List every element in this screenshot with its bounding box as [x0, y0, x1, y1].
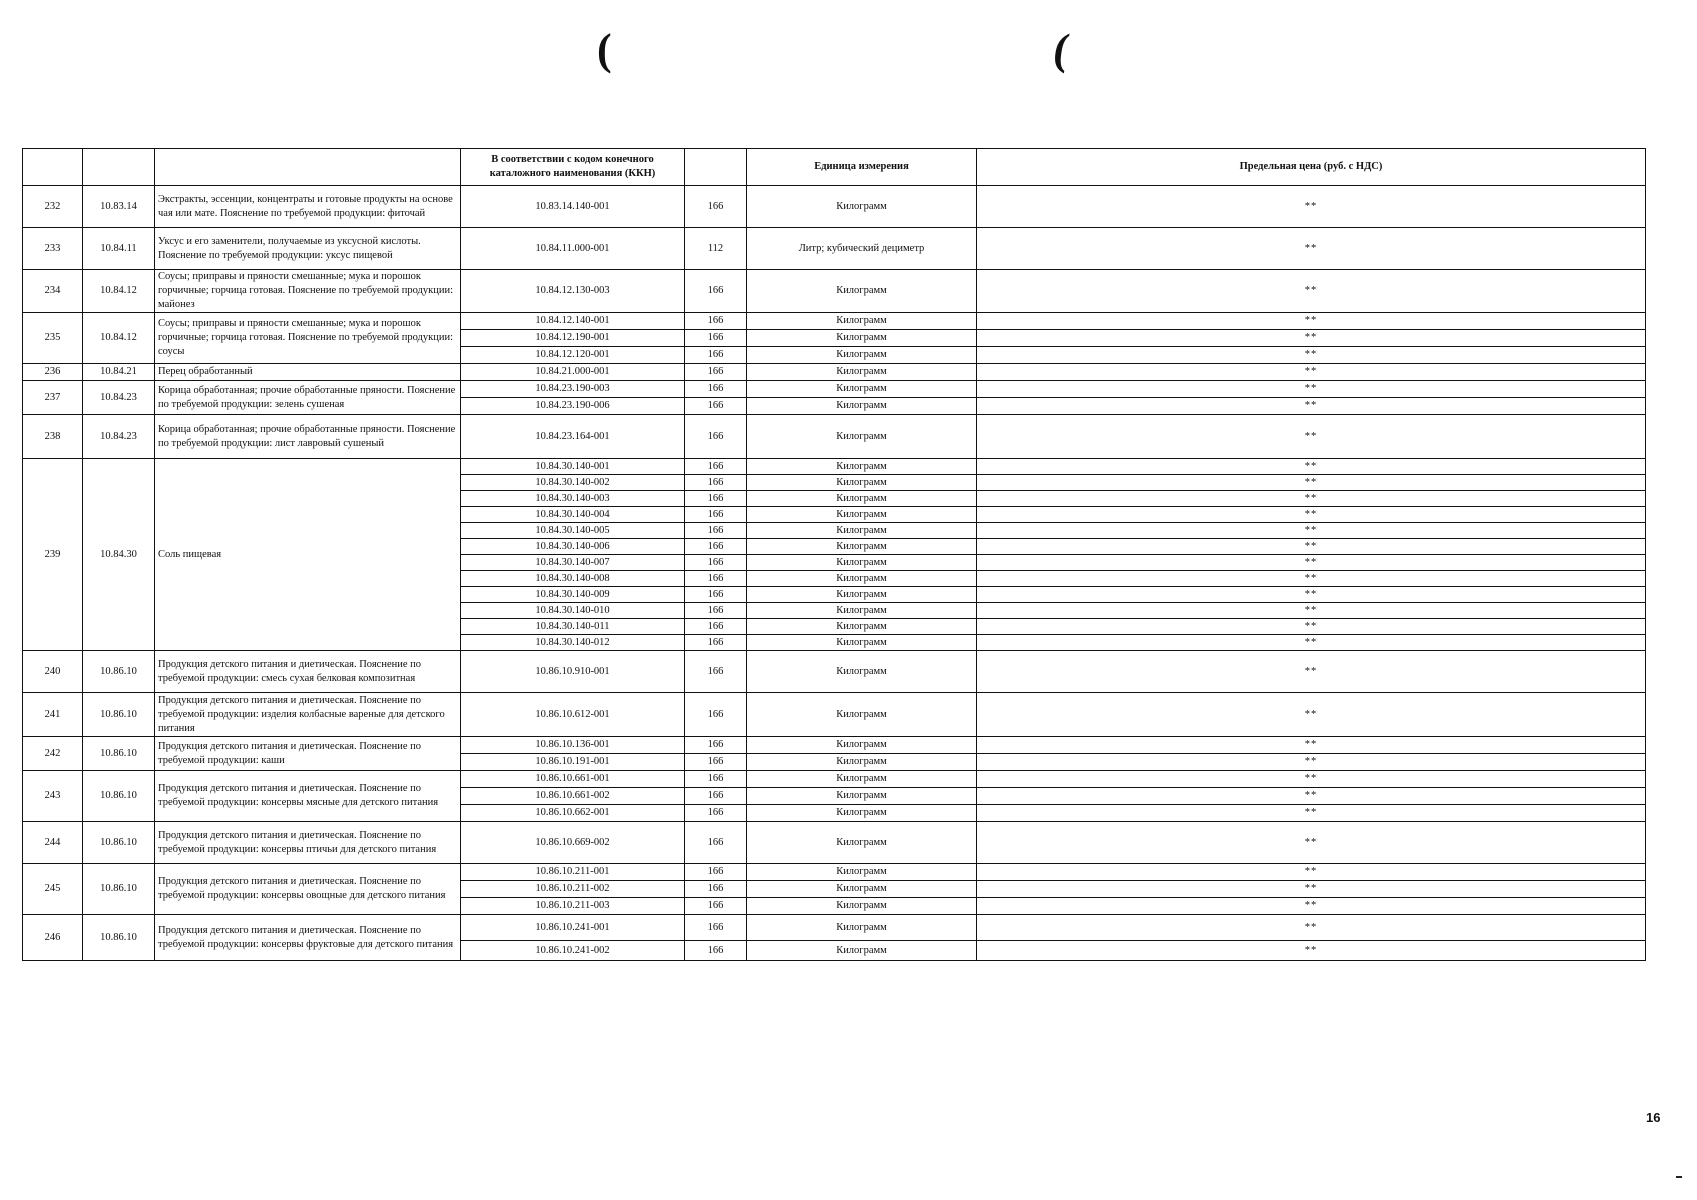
- row-price: **: [977, 330, 1646, 347]
- row-price: **: [977, 347, 1646, 364]
- row-price: **: [977, 523, 1646, 539]
- row-price: **: [977, 788, 1646, 805]
- row-price: **: [977, 603, 1646, 619]
- row-kkn-code: 10.86.10.910-001: [461, 651, 685, 693]
- row-unit: Килограмм: [747, 415, 977, 459]
- row-description: Уксус и его заменители, получаемые из уксусной кислоты. Пояснение по требуемой продукции: уксус пищевой: [155, 228, 461, 270]
- row-kkn-code: 10.84.30.140-012: [461, 635, 685, 651]
- row-unit: Килограмм: [747, 539, 977, 555]
- row-description: Соусы; приправы и пряности смешанные; мука и порошок горчичные; горчица готовая. Пояснение по требуемой продукции: соусы: [155, 313, 461, 364]
- row-okei-code: 166: [685, 915, 747, 941]
- row-kkn-code: 10.84.30.140-008: [461, 571, 685, 587]
- row-unit: Килограмм: [747, 651, 977, 693]
- row-unit: Килограмм: [747, 822, 977, 864]
- row-price: **: [977, 491, 1646, 507]
- row-kkn-code: 10.84.21.000-001: [461, 364, 685, 381]
- row-unit: Килограмм: [747, 459, 977, 475]
- row-unit: Килограмм: [747, 523, 977, 539]
- row-unit: Килограмм: [747, 313, 977, 330]
- row-kkn-code: 10.84.30.140-007: [461, 555, 685, 571]
- row-okpd-code: 10.86.10: [83, 915, 155, 961]
- row-unit: Килограмм: [747, 603, 977, 619]
- row-kkn-code: 10.86.10.612-001: [461, 693, 685, 737]
- row-kkn-code: 10.84.12.190-001: [461, 330, 685, 347]
- row-number: 237: [23, 381, 83, 415]
- row-price: **: [977, 270, 1646, 313]
- row-description: Перец обработанный: [155, 364, 461, 381]
- scan-bracket-mark-left: (: [597, 25, 612, 74]
- row-okei-code: 166: [685, 881, 747, 898]
- row-unit: Килограмм: [747, 619, 977, 635]
- row-price: **: [977, 754, 1646, 771]
- row-okpd-code: 10.86.10: [83, 737, 155, 771]
- row-price: **: [977, 651, 1646, 693]
- table-header-row: [23, 149, 1646, 186]
- row-okei-code: 166: [685, 555, 747, 571]
- row-price: **: [977, 915, 1646, 941]
- row-kkn-code: 10.84.11.000-001: [461, 228, 685, 270]
- row-unit: Килограмм: [747, 635, 977, 651]
- row-okei-code: 166: [685, 491, 747, 507]
- row-number: 240: [23, 651, 83, 693]
- row-kkn-code: 10.84.23.164-001: [461, 415, 685, 459]
- table-row: [23, 459, 1646, 475]
- row-description: Продукция детского питания и диетическая. Пояснение по требуемой продукции: консервы птичьи для детского питания: [155, 822, 461, 864]
- table-row: [23, 415, 1646, 459]
- row-kkn-code: 10.84.30.140-004: [461, 507, 685, 523]
- row-unit: Килограмм: [747, 754, 977, 771]
- header-okpd: [83, 149, 155, 186]
- row-unit: Килограмм: [747, 788, 977, 805]
- table-row: [23, 693, 1646, 737]
- row-kkn-code: 10.86.10.136-001: [461, 737, 685, 754]
- table-row: [23, 270, 1646, 313]
- row-okpd-code: 10.86.10: [83, 693, 155, 737]
- row-okpd-code: 10.83.14: [83, 186, 155, 228]
- row-okpd-code: 10.84.23: [83, 381, 155, 415]
- row-price: **: [977, 805, 1646, 822]
- header-price: Предельная цена (руб. с НДС): [977, 149, 1646, 186]
- scan-corner-mark: [1676, 1176, 1682, 1178]
- row-unit: Килограмм: [747, 881, 977, 898]
- row-unit: Литр; кубический дециметр: [747, 228, 977, 270]
- header-kkn: В соответствии с кодом конечного каталожного наименования (ККН): [461, 149, 685, 186]
- row-kkn-code: 10.86.10.191-001: [461, 754, 685, 771]
- row-kkn-code: 10.86.10.241-001: [461, 915, 685, 941]
- row-okei-code: 166: [685, 507, 747, 523]
- row-description: Продукция детского питания и диетическая. Пояснение по требуемой продукции: консервы фруктовые для детского питания: [155, 915, 461, 961]
- row-number: 245: [23, 864, 83, 915]
- row-okei-code: 166: [685, 539, 747, 555]
- row-okei-code: 166: [685, 941, 747, 961]
- row-description: Продукция детского питания и диетическая. Пояснение по требуемой продукции: консервы мясные для детского питания: [155, 771, 461, 822]
- row-okpd-code: 10.84.30: [83, 459, 155, 651]
- row-okei-code: 166: [685, 459, 747, 475]
- row-kkn-code: 10.86.10.211-001: [461, 864, 685, 881]
- row-unit: Килограмм: [747, 347, 977, 364]
- row-description: Продукция детского питания и диетическая. Пояснение по требуемой продукции: изделия колбасные вареные для детского питания: [155, 693, 461, 737]
- row-okpd-code: 10.86.10: [83, 864, 155, 915]
- row-okei-code: 112: [685, 228, 747, 270]
- row-description: Продукция детского питания и диетическая. Пояснение по требуемой продукции: смесь сухая белковая композитная: [155, 651, 461, 693]
- header-description: [155, 149, 461, 186]
- row-kkn-code: 10.84.23.190-006: [461, 398, 685, 415]
- row-kkn-code: 10.84.30.140-001: [461, 459, 685, 475]
- header-number: [23, 149, 83, 186]
- row-price: **: [977, 415, 1646, 459]
- row-okpd-code: 10.84.12: [83, 313, 155, 364]
- row-price: **: [977, 364, 1646, 381]
- table-row: [23, 186, 1646, 228]
- row-okei-code: 166: [685, 186, 747, 228]
- row-unit: Килограмм: [747, 381, 977, 398]
- row-okei-code: 166: [685, 788, 747, 805]
- table-row: [23, 915, 1646, 941]
- row-kkn-code: 10.84.30.140-005: [461, 523, 685, 539]
- row-description: Продукция детского питания и диетическая. Пояснение по требуемой продукции: каши: [155, 737, 461, 771]
- row-price: **: [977, 398, 1646, 415]
- row-okei-code: 166: [685, 754, 747, 771]
- row-price: **: [977, 693, 1646, 737]
- row-okei-code: 166: [685, 693, 747, 737]
- row-unit: Килограмм: [747, 398, 977, 415]
- header-unit: Единица измерения: [747, 149, 977, 186]
- row-okei-code: 166: [685, 805, 747, 822]
- row-number: 233: [23, 228, 83, 270]
- row-kkn-code: 10.86.10.211-002: [461, 881, 685, 898]
- page-number: 16: [1646, 1110, 1661, 1125]
- row-number: 234: [23, 270, 83, 313]
- row-description: Соусы; приправы и пряности смешанные; мука и порошок горчичные; горчица готовая. Пояснение по требуемой продукции: майонез: [155, 270, 461, 313]
- row-price: **: [977, 587, 1646, 603]
- row-price: **: [977, 941, 1646, 961]
- row-unit: Килограмм: [747, 587, 977, 603]
- row-okei-code: 166: [685, 313, 747, 330]
- row-unit: Килограмм: [747, 898, 977, 915]
- row-price: **: [977, 555, 1646, 571]
- table-row: [23, 864, 1646, 881]
- row-number: 235: [23, 313, 83, 364]
- row-kkn-code: 10.86.10.241-002: [461, 941, 685, 961]
- row-okei-code: 166: [685, 635, 747, 651]
- row-price: **: [977, 822, 1646, 864]
- row-kkn-code: 10.84.30.140-009: [461, 587, 685, 603]
- row-kkn-code: 10.84.12.140-001: [461, 313, 685, 330]
- row-okei-code: 166: [685, 523, 747, 539]
- row-okei-code: 166: [685, 603, 747, 619]
- row-kkn-code: 10.84.30.140-006: [461, 539, 685, 555]
- row-unit: Килограмм: [747, 330, 977, 347]
- row-okpd-code: 10.86.10: [83, 651, 155, 693]
- row-kkn-code: 10.84.12.130-003: [461, 270, 685, 313]
- row-unit: Килограмм: [747, 507, 977, 523]
- row-unit: Килограмм: [747, 915, 977, 941]
- row-description: Экстракты, эссенции, концентраты и готовые продукты на основе чая или мате. Пояснение по требуемой продукции: фиточай: [155, 186, 461, 228]
- row-price: **: [977, 898, 1646, 915]
- row-kkn-code: 10.84.30.140-010: [461, 603, 685, 619]
- row-description: Корица обработанная; прочие обработанные пряности. Пояснение по требуемой продукции: зелень сушеная: [155, 381, 461, 415]
- row-kkn-code: 10.86.10.662-001: [461, 805, 685, 822]
- row-number: 246: [23, 915, 83, 961]
- row-price: **: [977, 881, 1646, 898]
- row-unit: Килограмм: [747, 771, 977, 788]
- row-number: 239: [23, 459, 83, 651]
- row-unit: Килограмм: [747, 186, 977, 228]
- row-unit: Килограмм: [747, 491, 977, 507]
- row-okei-code: 166: [685, 270, 747, 313]
- row-okei-code: 166: [685, 864, 747, 881]
- row-number: 232: [23, 186, 83, 228]
- table-row: [23, 651, 1646, 693]
- row-price: **: [977, 539, 1646, 555]
- scan-bracket-mark-right: (: [1050, 25, 1073, 74]
- row-kkn-code: 10.84.30.140-011: [461, 619, 685, 635]
- row-okei-code: 166: [685, 619, 747, 635]
- row-okei-code: 166: [685, 771, 747, 788]
- row-unit: Килограмм: [747, 805, 977, 822]
- row-unit: Килограмм: [747, 364, 977, 381]
- row-okei-code: 166: [685, 737, 747, 754]
- row-price: **: [977, 635, 1646, 651]
- table-row: [23, 228, 1646, 270]
- row-kkn-code: 10.84.23.190-003: [461, 381, 685, 398]
- row-description: Соль пищевая: [155, 459, 461, 651]
- row-okei-code: 166: [685, 822, 747, 864]
- row-description: Продукция детского питания и диетическая. Пояснение по требуемой продукции: консервы овощные для детского питания: [155, 864, 461, 915]
- row-price: **: [977, 507, 1646, 523]
- row-number: 238: [23, 415, 83, 459]
- row-kkn-code: 10.86.10.661-001: [461, 771, 685, 788]
- row-okei-code: 166: [685, 381, 747, 398]
- row-kkn-code: 10.84.12.120-001: [461, 347, 685, 364]
- row-number: 242: [23, 737, 83, 771]
- row-unit: Килограмм: [747, 693, 977, 737]
- row-unit: Килограмм: [747, 555, 977, 571]
- row-kkn-code: 10.86.10.211-003: [461, 898, 685, 915]
- table-row: [23, 364, 1646, 381]
- row-unit: Килограмм: [747, 941, 977, 961]
- row-price: **: [977, 864, 1646, 881]
- row-price: **: [977, 228, 1646, 270]
- row-unit: Килограмм: [747, 475, 977, 491]
- row-price: **: [977, 737, 1646, 754]
- row-kkn-code: 10.84.30.140-002: [461, 475, 685, 491]
- table-row: [23, 313, 1646, 330]
- row-unit: Килограмм: [747, 571, 977, 587]
- row-price: **: [977, 459, 1646, 475]
- row-number: 243: [23, 771, 83, 822]
- price-table: [22, 148, 1646, 961]
- row-okei-code: 166: [685, 651, 747, 693]
- row-kkn-code: 10.83.14.140-001: [461, 186, 685, 228]
- row-price: **: [977, 771, 1646, 788]
- row-price: **: [977, 381, 1646, 398]
- row-number: 241: [23, 693, 83, 737]
- row-okei-code: 166: [685, 475, 747, 491]
- row-okei-code: 166: [685, 347, 747, 364]
- row-okpd-code: 10.86.10: [83, 822, 155, 864]
- row-okpd-code: 10.84.11: [83, 228, 155, 270]
- row-okei-code: 166: [685, 364, 747, 381]
- row-okpd-code: 10.84.21: [83, 364, 155, 381]
- row-okei-code: 166: [685, 330, 747, 347]
- row-number: 244: [23, 822, 83, 864]
- row-price: **: [977, 475, 1646, 491]
- row-price: **: [977, 619, 1646, 635]
- table-row: [23, 381, 1646, 398]
- row-number: 236: [23, 364, 83, 381]
- row-okpd-code: 10.84.12: [83, 270, 155, 313]
- row-okei-code: 166: [685, 587, 747, 603]
- header-okei-code: [685, 149, 747, 186]
- table-row: [23, 737, 1646, 754]
- row-kkn-code: 10.86.10.669-002: [461, 822, 685, 864]
- row-unit: Килограмм: [747, 864, 977, 881]
- row-okpd-code: 10.84.23: [83, 415, 155, 459]
- row-kkn-code: 10.86.10.661-002: [461, 788, 685, 805]
- row-okei-code: 166: [685, 415, 747, 459]
- row-unit: Килограмм: [747, 737, 977, 754]
- row-kkn-code: 10.84.30.140-003: [461, 491, 685, 507]
- table-row: [23, 822, 1646, 864]
- row-price: **: [977, 571, 1646, 587]
- row-price: **: [977, 313, 1646, 330]
- row-okpd-code: 10.86.10: [83, 771, 155, 822]
- table-row: [23, 771, 1646, 788]
- row-unit: Килограмм: [747, 270, 977, 313]
- row-description: Корица обработанная; прочие обработанные пряности. Пояснение по требуемой продукции: лист лавровый сушеный: [155, 415, 461, 459]
- row-okei-code: 166: [685, 398, 747, 415]
- row-price: **: [977, 186, 1646, 228]
- row-okei-code: 166: [685, 571, 747, 587]
- row-okei-code: 166: [685, 898, 747, 915]
